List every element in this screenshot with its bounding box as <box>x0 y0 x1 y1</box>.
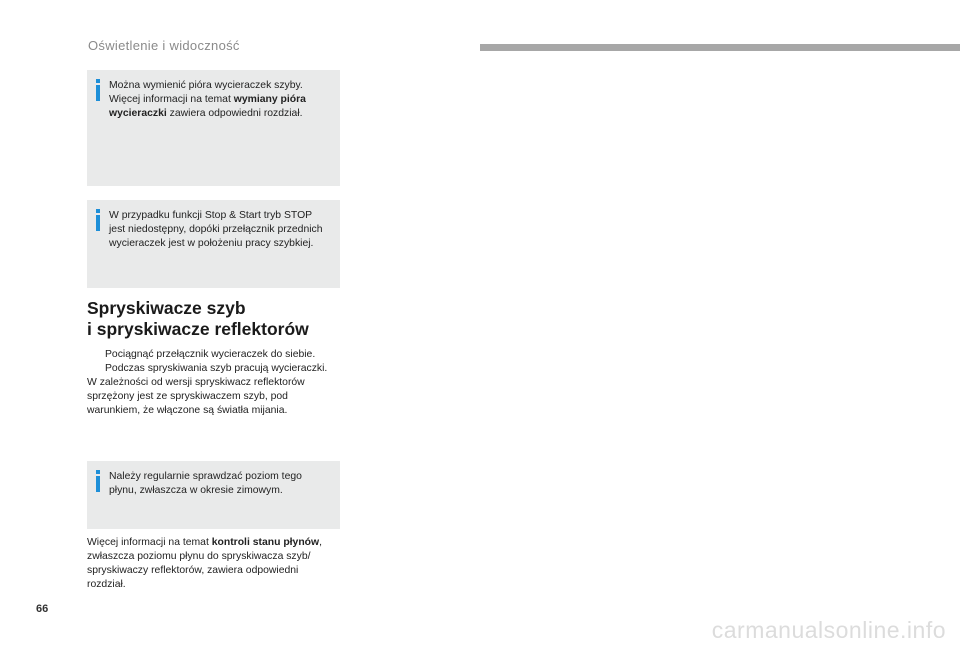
page-number: 66 <box>36 603 49 615</box>
note-text: W przypadku funkcji Stop & Start tryb STOP jest niedostępny, dopóki przełącznik przednich wycieraczek jest w położeniu pracy szybkiej. <box>109 210 323 249</box>
note-text: Można wymienić pióra wycieraczek szyby. Więcej informacji na temat wymiany pióra wycieraczki zawiera odpowiedni rozdział. <box>109 80 306 119</box>
link-wiper-blade-replacement-cont: wycieraczki <box>109 108 167 119</box>
section-title: Oświetlenie i widoczność <box>88 38 240 53</box>
info-note-fluid-level <box>87 461 340 529</box>
info-note-stop-start <box>87 200 340 288</box>
info-icon <box>95 470 104 492</box>
info-note-wiper-blades <box>87 70 340 186</box>
info-icon <box>95 209 104 231</box>
closing-paragraph: Więcej informacji na temat kontroli stanu płynów, zwłaszcza poziomu płynu do spryskiwacza szyb/ spryskiwaczy reflektorów, zawiera odpowiedni rozdział. <box>87 537 322 590</box>
step-text: Pociągnąć przełącznik wycieraczek do siebie. Podczas spryskiwania szyb pracują wycieraczki. W zależności od wersji spryskiwacz reflektorów sprzężony jest ze spryskiwaczem szyb, pod warunkiem, że włączone są światła mijania. <box>87 349 328 416</box>
note-text: Należy regularnie sprawdzać poziom tego płynu, zwłaszcza w okresie zimowym. <box>109 471 302 496</box>
header-bar <box>480 44 960 51</box>
watermark: carmanualsonline.info <box>711 617 946 643</box>
info-icon <box>95 79 104 101</box>
link-fluid-check: kontroli stanu płynów <box>211 537 320 548</box>
link-wiper-blade-replacement: wymiany pióra <box>233 94 306 105</box>
section-heading: Spryskiwacze szyb i spryskiwacze reflektorów <box>87 298 309 339</box>
